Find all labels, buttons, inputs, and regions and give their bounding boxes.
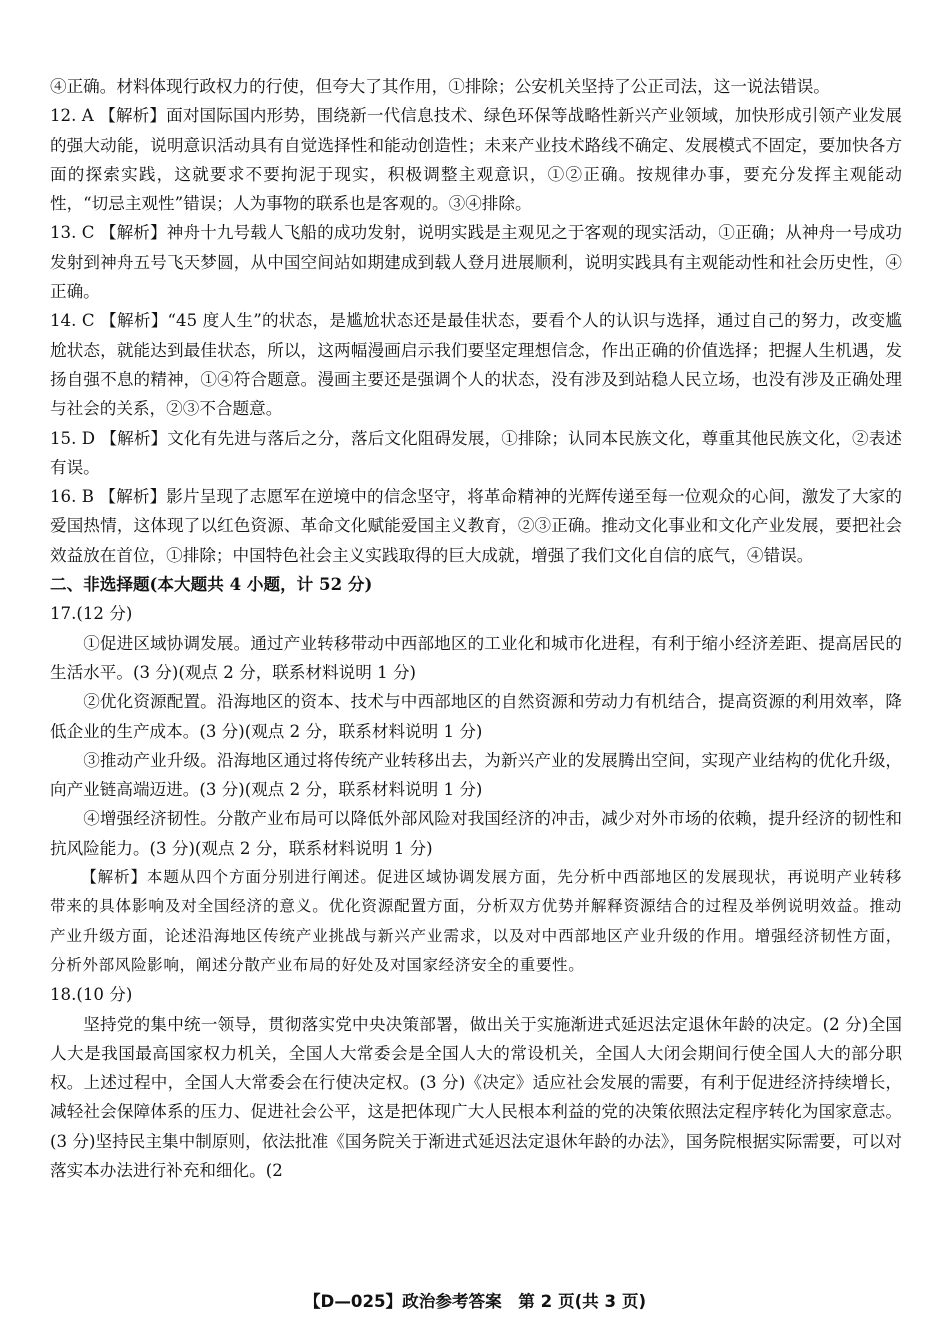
question-13-answer: 13. C 【解析】神舟十九号载人飞船的成功发射，说明实践是主观见之于客观的现实活动，①正确；从神舟一号成功发射到神舟五号飞天梦圆，从中国空间站如期建成到载人登月进展顺利，说明实践具有主观能动性和社会历史性，④正确。 [50,223,902,302]
question-18-answer: 坚持党的集中统一领导，贯彻落实党中央决策部署，做出关于实施渐进式延迟法定退休年龄的决定。(2 分)全国人大是我国最高国家权力机关，全国人大常委会是全国人大的常设机关，全国人大闭会期间行使全国人大的部分职权。上述过程中，全国人大常委会在行使决定权。(3 分)《决定》适应社会发展的需要，有利于促进经济持续增长，减轻社会保障体系的压力、促进社会公平，这是把体现广大人民根本利益的党的决策依照法定程序转化为国家意志。(3 分)坚持民主集中制原则，依法批准《国务院关于渐进式延迟法定退休年龄的办法》，国务院根据实际需要，可以对落实本办法进行补充和细化。(2 [50,1014,902,1180]
question-17-point-3: ③推动产业升级。沿海地区通过将传统产业转移出去，为新兴产业的发展腾出空间，实现产业结构的优化升级，向产业链高端迈进。(3 分)(观点 2 分，联系材料说明 1 分) [50,750,902,800]
page-footer: 【D—025】政治参考答案 第 2 页(共 3 页) [303,1292,647,1311]
question-16-answer: 16. B 【解析】影片呈现了志愿军在逆境中的信念坚守，将革命精神的光辉传递至每一位观众的心间，激发了大家的爱国热情，这体现了以红色资源、革命文化赋能爱国主义教育，②③正确。推动文化事业和文化产业发展，要把社会效益放在首位，①排除；中国特色社会主义实践取得的巨大成就，增强了我们文化自信的底气，④错误。 [50,487,902,565]
question-17-point-2: ②优化资源配置。沿海地区的资本、技术与中西部地区的自然资源和劳动力有机结合，提高资源的利用效率，降低企业的生产成本。(3 分)(观点 2 分，联系材料说明 1 分) [50,692,902,741]
question-18-heading: 18.(10 分) [50,985,133,1005]
question-15-answer: 15. D 【解析】文化有先进与落后之分，落后文化阻碍发展，①排除；认同本民族文化，尊重其他民族文化，②表述有误。 [50,428,902,477]
question-17-heading: 17.(12 分) [50,604,133,624]
question-12-answer: 12. A 【解析】面对国际国内形势，围绕新一代信息技术、绿色环保等战略性新兴产业领域，加快形成引领产业发展的强大动能，说明意识活动具有自觉选择性和能动创造性；未来产业技术路线不确定、发展模式不固定，要加快各方面的探索实践，这就要求不要拘泥于现实，积极调整主观意识，①②正确。按规律办事，要充分发挥主观能动性，“切忌主观性”错误；人为事物的联系也是客观的。③④排除。 [50,106,902,214]
question-17-point-4: ④增强经济韧性。分散产业布局可以降低外部风险对我国经济的冲击，减少对外市场的依赖，提升经济的韧性和抗风险能力。(3 分)(观点 2 分，联系材料说明 1 分) [50,809,902,858]
question-17-analysis: 【解析】本题从四个方面分别进行阐述。促进区域协调发展方面，先分析中西部地区的发展现状，再说明产业转移带来的具体影响及对全国经济的意义。优化资源配置方面，分析双方优势并解释资源结合的过程及举例说明效益。推动产业升级方面，论述沿海地区传统产业挑战与新兴产业需求，以及对中西部地区产业升级的作用。增强经济韧性方面，分析外部风险影响，阐述分散产业布局的好处及对国家经济安全的重要性。 [50,868,902,974]
question-17-point-1: ①促进区域协调发展。通过产业转移带动中西部地区的工业化和城市化进程，有利于缩小经济差距、提高居民的生活水平。(3 分)(观点 2 分，联系材料说明 1 分) [50,633,902,682]
question-14-answer: 14. C 【解析】“45 度人生”的状态，是尴尬状态还是最佳状态，要看个人的认识与选择，通过自己的努力，改变尴尬状态，就能达到最佳状态，所以，这两幅漫画启示我们要坚定理想信念，作出正确的价值选择；把握人生机遇，发扬自强不息的精神，①④符合题意。漫画主要还是强调个人的状态，没有涉及到站稳人民立场，也没有涉及正确处理与社会的关系，②③不合题意。 [50,311,902,419]
section-heading: 二、非选择题(本大题共 4 小题，计 52 分) [50,574,373,595]
answer-content [50,72,902,1185]
continued-paragraph: ④正确。材料体现行政权力的行使，但夸大了其作用，①排除；公安机关坚持了公正司法，这一说法错误。 [50,77,830,96]
